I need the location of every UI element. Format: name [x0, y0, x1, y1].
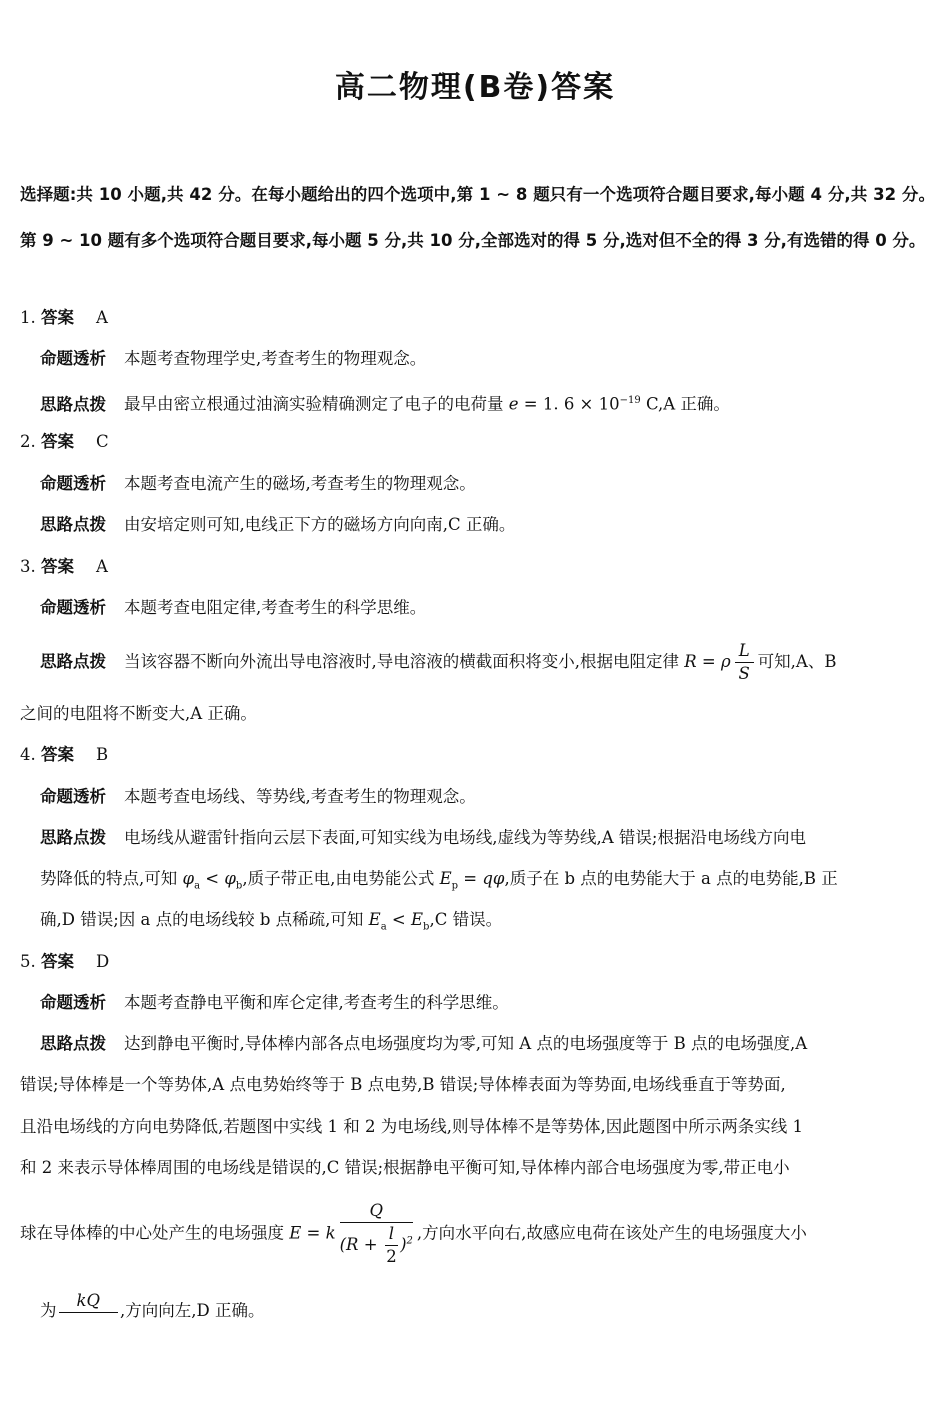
q3-formula: R = ρ	[684, 652, 731, 671]
q4-text-c: ,质子在 b 点的电势能大于 a 点的电势能,B 正	[504, 869, 838, 888]
q3-purpose: 本题考查电阻定律,考查考生的科学思维。	[124, 598, 427, 617]
q5-hint-label: 思路点拨	[40, 1034, 106, 1053]
less-than-2: <	[386, 910, 411, 929]
q5-purpose: 本题考查静电平衡和库仑定律,考查考生的科学思维。	[124, 993, 509, 1012]
q5-purpose-line	[40, 991, 930, 1015]
q2-answer-label: 答案	[41, 432, 74, 451]
phi-b: φ	[224, 869, 236, 888]
q5-number: 5.	[20, 952, 36, 971]
q4-purpose-label: 命题透析	[40, 787, 106, 806]
inner-num: l	[385, 1223, 398, 1246]
sub-b: b	[235, 880, 243, 892]
q2-hint: 由安培定则可知,电线正下方的磁场方向向南,C 正确。	[124, 515, 516, 534]
q5-formula: E = k	[289, 1223, 336, 1243]
q2-number: 2.	[20, 432, 36, 451]
q5-text-c: 为	[40, 1301, 57, 1320]
q5-text-d: ,方向向左,D 正确。	[120, 1301, 265, 1320]
q3-answer-label: 答案	[41, 557, 74, 576]
inner-den: 2	[386, 1247, 397, 1266]
q2-hint-label: 思路点拨	[40, 515, 106, 534]
q1-purpose-label: 命题透析	[40, 349, 106, 368]
q2-purpose: 本题考查电流产生的磁场,考查考生的物理观念。	[124, 474, 476, 493]
q4-hint-label: 思路点拨	[40, 828, 106, 847]
q5-purpose-label: 命题透析	[40, 993, 106, 1012]
sub-b-2: b	[423, 921, 430, 933]
q5-hint-l1: 达到静电平衡时,导体棒内部各点电场强度均为零,可知 A 点的电场强度等于 B 点的电场强度,A	[124, 1034, 808, 1053]
q1-answer-label: 答案	[41, 308, 74, 327]
q4-text-b: ,质子带正电,由电势能公式	[242, 869, 440, 888]
q5-answer-line	[20, 950, 109, 974]
q1-hint-line	[40, 389, 930, 417]
q5-text-a: 球在导体棒的中心处产生的电场强度	[20, 1223, 290, 1243]
intro-paragraph: 选择题:共 10 小题,共 42 分。在每小题给出的四个选项中,第 1 ~ 8 题只有一个选项符合题目要求,每小题 4 分,共 32 分。第 9 ~ 10 题有多个选项符合题目要求,每小题 5 分,共 10 分,全部选对的得 5 分,选对但不全的得 3 分,有选错的得 0 分。	[20, 185, 935, 250]
q5-hint-line-6	[40, 1290, 930, 1331]
ep: E	[439, 869, 452, 888]
q1-answer-line	[20, 306, 108, 330]
square: 2	[406, 1235, 413, 1247]
q1-answer: A	[96, 308, 108, 327]
q4-answer: B	[96, 745, 109, 764]
q5-hint-line-3: 且沿电场线的方向电势降低,若题图中实线 1 和 2 为电场线,则导体棒不是等势体,因此题图中所示两条实线 1	[20, 1117, 803, 1136]
q5-text-b: ,方向水平向右,故感应电荷在该处产生的电场强度大小	[416, 1223, 807, 1243]
q3-purpose-label: 命题透析	[40, 598, 106, 617]
q4-text-e: ,C 错误。	[429, 910, 503, 929]
q1-hint-var: e	[508, 394, 519, 414]
q5-hint-line-5	[20, 1200, 910, 1268]
q5-inner-fraction	[385, 1223, 398, 1268]
q2-hint-line	[40, 513, 930, 537]
q2-answer-line	[20, 430, 109, 454]
q5-answer-label: 答案	[41, 952, 74, 971]
q3-hint-label: 思路点拨	[40, 652, 106, 671]
q3-number: 3.	[20, 557, 36, 576]
q4-hint-line-2	[40, 867, 930, 898]
q4-purpose-line	[40, 785, 930, 809]
phi-a: φ	[182, 869, 195, 888]
q5-hint-line-2: 错误;导体棒是一个等势体,A 点电势始终等于 B 点电势,B 错误;导体棒表面为等势面,电场线垂直于等势面,	[20, 1075, 786, 1094]
den-open: (R +	[339, 1235, 383, 1254]
q1-hint-exponent: −19	[619, 395, 641, 406]
q4-hint-line-3	[40, 908, 930, 939]
q3-hint-end: 可知,A、B	[757, 652, 837, 671]
sub-p: p	[451, 880, 459, 892]
q2-purpose-line	[40, 472, 930, 496]
q5-fraction	[340, 1200, 413, 1268]
q3-hint-continued: 之间的电阻将不断变大,A 正确。	[20, 704, 257, 723]
q5-frac-denominator	[340, 1223, 413, 1268]
q3-answer-line	[20, 555, 108, 579]
q3-frac-denominator: S	[738, 664, 750, 683]
q4-number: 4.	[20, 745, 36, 764]
e-b: E	[411, 910, 424, 929]
q3-hint-line	[40, 640, 930, 685]
q1-hint-text: 最早由密立根通过油滴实验精确测定了电子的电荷量	[124, 394, 509, 414]
q5-hint-line-4: 和 2 来表示导体棒周围的电场线是错误的,C 错误;根据静电平衡可知,导体棒内部合电场强度为零,带正电小	[20, 1158, 790, 1177]
q5-hint-line	[40, 1032, 930, 1056]
q1-number: 1.	[20, 308, 36, 327]
q1-purpose: 本题考查物理学史,考查考生的物理观念。	[124, 349, 427, 368]
q4-hint-line	[40, 826, 930, 850]
q3-answer: A	[96, 557, 108, 576]
q5-kq-fraction	[59, 1290, 119, 1313]
q3-purpose-line	[40, 596, 930, 620]
q1-hint-label: 思路点拨	[40, 394, 106, 414]
q4-purpose: 本题考查电场线、等势线,考查考生的物理观念。	[124, 787, 476, 806]
q1-hint-end: C,A 正确。	[640, 394, 730, 414]
q4-answer-label: 答案	[41, 745, 74, 764]
q4-answer-line	[20, 743, 108, 767]
q1-purpose-line	[40, 347, 930, 371]
den-close: )	[400, 1235, 407, 1254]
sub-a-2: a	[380, 921, 387, 933]
q1-hint-value: = 1. 6 × 10	[518, 394, 620, 414]
q5-answer: D	[96, 952, 110, 971]
q5-frac-numerator: Q	[340, 1200, 413, 1223]
kq-numerator: kQ	[59, 1290, 119, 1313]
less-than: <	[200, 869, 225, 888]
q3-fraction	[735, 640, 754, 685]
q4-hint-l1: 电场线从避雷针指向云层下表面,可知实线为电场线,虚线为等势线,A 错误;根据沿电场线方向电	[124, 828, 806, 847]
e-a: E	[368, 910, 381, 929]
q2-answer: C	[96, 432, 109, 451]
page-title: 高二物理(B卷)答案	[334, 70, 616, 105]
q3-frac-numerator: L	[735, 640, 754, 663]
ep-formula: = qφ	[458, 869, 505, 888]
q2-purpose-label: 命题透析	[40, 474, 106, 493]
q3-hint-text: 当该容器不断向外流出导电溶液时,导电溶液的横截面积将变小,根据电阻定律	[124, 652, 685, 671]
sub-a: a	[194, 880, 201, 892]
q4-text-a: 势降低的特点,可知	[40, 869, 183, 888]
q4-text-d: 确,D 错误;因 a 点的电场线较 b 点稀疏,可知	[40, 910, 369, 929]
